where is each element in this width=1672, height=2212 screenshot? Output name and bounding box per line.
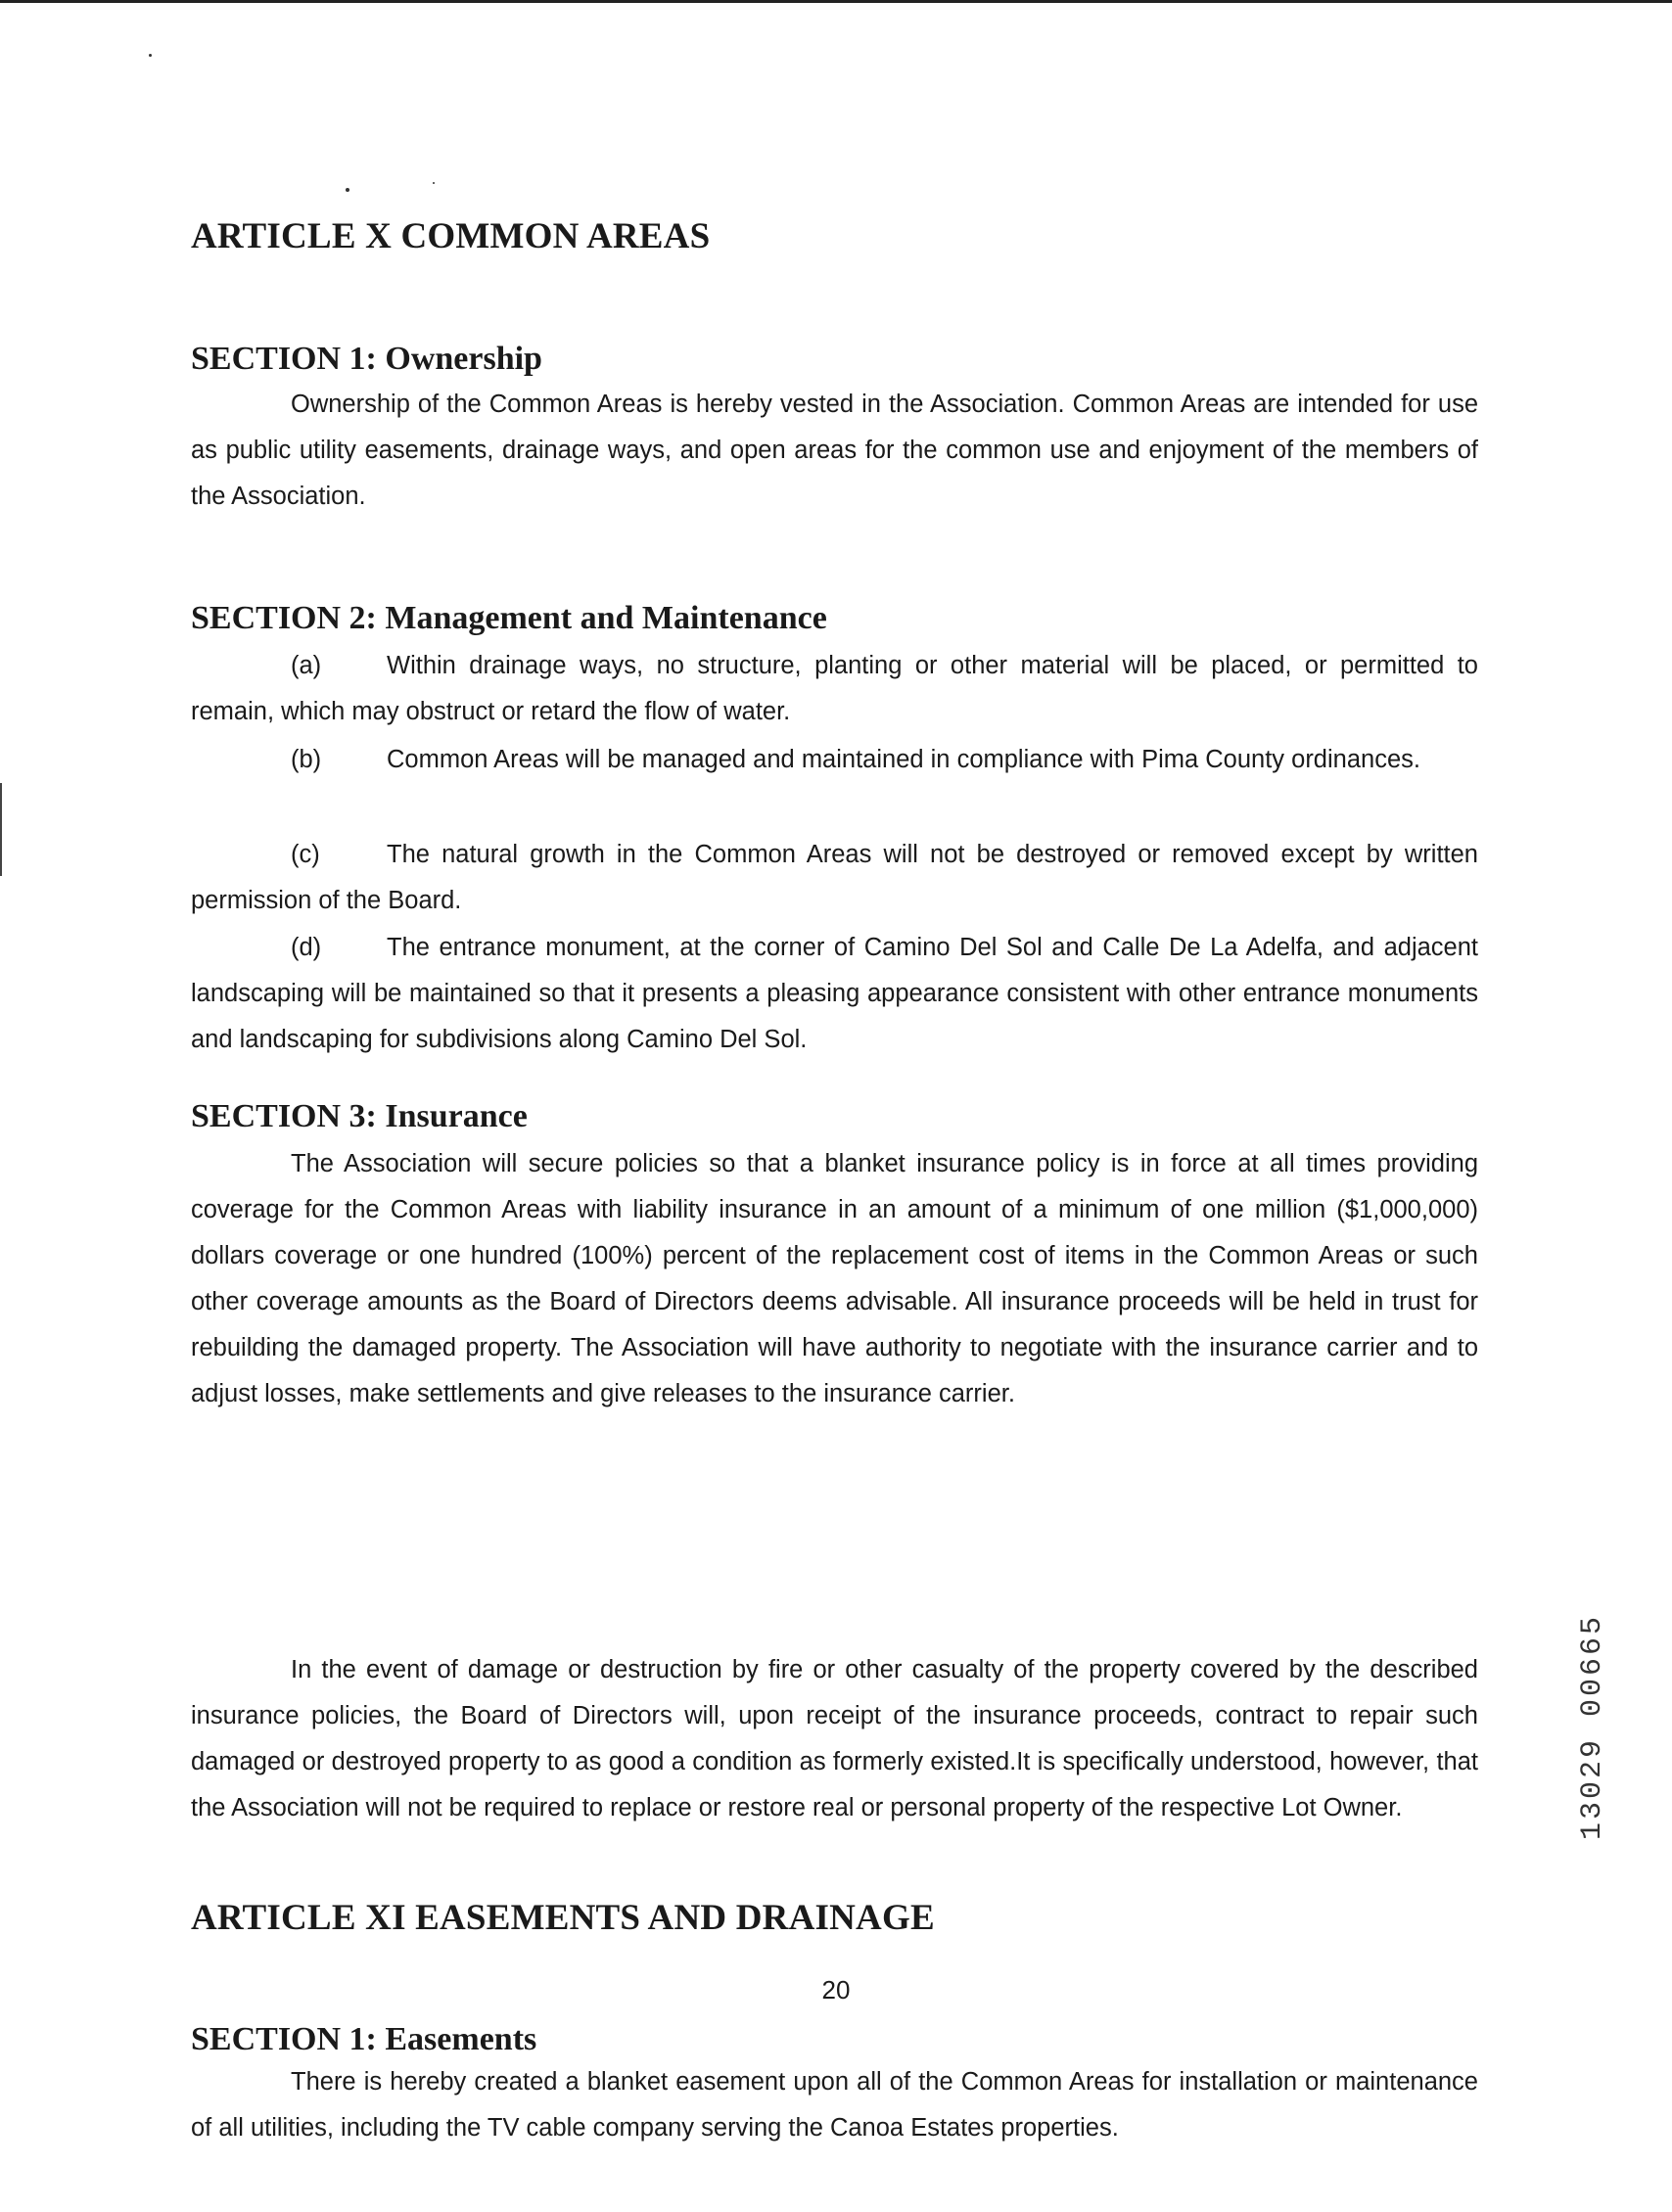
recording-stamp: 13029 00665 xyxy=(1576,1613,1609,1840)
page-number: 20 xyxy=(821,1975,851,2005)
easements-paragraph: There is hereby created a blanket easement upon all of the Common Areas for installation or maintenance of all utilities, including the TV cable company serving the Canoa Estates properties. xyxy=(191,2068,1478,2142)
item-marker: (a) xyxy=(291,652,322,679)
article-x-section-2-heading: SECTION 2: Management and Maintenance xyxy=(191,600,827,636)
item-marker: (d) xyxy=(291,934,322,961)
scan-speck xyxy=(346,188,349,192)
maintenance-item-a xyxy=(191,643,1478,735)
maintenance-item-d xyxy=(191,925,1478,1063)
item-text: Common Areas will be managed and maintained in compliance with Pima County ordinances. xyxy=(387,746,1420,773)
scan-top-border xyxy=(0,0,1672,3)
insurance-paragraph-1: The Association will secure policies so that a blanket insurance policy is in force at all times providing coverage for the Common Areas with liability insurance in an amount of a minimum of one million ($1,000,000) dollars coverage or one hundred (100%) percent of the replacement cost of items in the Common Areas or such other coverage amounts as the Board of Directors deems advisable. All insurance proceeds will be held in trust for rebuilding the damaged property. The Association will have authority to negotiate with the insurance carrier and to adjust losses, make settlements and give releases to the insurance carrier. xyxy=(191,1150,1478,1407)
article-xi-section-1-heading: SECTION 1: Easements xyxy=(191,2021,537,2057)
scan-speck xyxy=(433,182,435,184)
item-text: The entrance monument, at the corner of Camino Del Sol and Calle De La Adelfa, and adjacent landscaping will be maintained so that it presents a pleasing appearance consistent with other entrance monuments and landscaping for subdivisions along Camino Del Sol. xyxy=(191,934,1478,1053)
scan-edge-mark xyxy=(0,783,2,876)
item-marker: (c) xyxy=(291,841,320,868)
item-marker: (b) xyxy=(291,746,322,773)
item-text: The natural growth in the Common Areas will not be destroyed or removed except by written permission of the Board. xyxy=(191,841,1478,914)
article-x-heading: ARTICLE X COMMON AREAS xyxy=(191,216,711,256)
article-x-section-1-heading: SECTION 1: Ownership xyxy=(191,341,542,377)
insurance-paragraph-2: In the event of damage or destruction by fire or other casualty of the property covered by the described insurance policies, the Board of Directors will, upon receipt of the insurance proceeds, contract to repair such damaged or destroyed property to as good a condition as formerly existed.It is specifically understood, however, that the Association will not be required to replace or restore real or personal property of the respective Lot Owner. xyxy=(191,1656,1478,1821)
article-x-section-3-heading: SECTION 3: Insurance xyxy=(191,1098,528,1134)
ownership-paragraph: Ownership of the Common Areas is hereby vested in the Association. Common Areas are intended for use as public utility easements, drainage ways, and open areas for the common use and enjoyment of the members of the Association. xyxy=(191,391,1478,510)
article-xi-heading: ARTICLE XI EASEMENTS AND DRAINAGE xyxy=(191,1898,935,1938)
item-text: Within drainage ways, no structure, planting or other material will be placed, or permitted to remain, which may obstruct or retard the flow of water. xyxy=(191,652,1478,725)
maintenance-item-c xyxy=(191,832,1478,924)
maintenance-item-b xyxy=(191,737,1478,783)
scan-speck xyxy=(149,54,152,57)
